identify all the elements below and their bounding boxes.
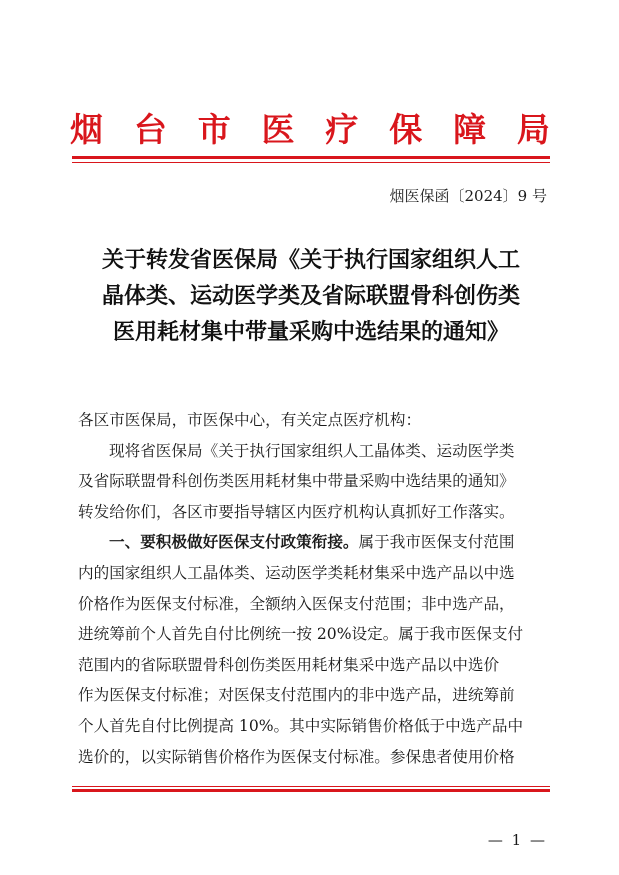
title-line: 晶体类、运动医学类及省际联盟骨科创伤类 — [101, 283, 520, 309]
paragraph-line: 作为医保支付标准；对医保支付范围内的非中选产品，进统筹前 — [78, 686, 515, 705]
header-char: 医 — [261, 110, 295, 149]
title-line: 关于转发省医保局《关于执行国家组织人工 — [101, 247, 520, 273]
footer-divider-thick — [72, 789, 550, 792]
paragraph-payment-policy — [78, 527, 552, 772]
header-divider-thin — [72, 162, 550, 163]
header-char: 烟 — [70, 110, 103, 149]
paragraph-line: 选价的，以实际销售价格作为医保支付标准。参保患者使用价格 — [78, 747, 515, 766]
paragraph-line: 价格作为医保支付标准，全额纳入医保支付范围；非中选产品， — [78, 594, 515, 613]
page-number: — 1 — — [487, 831, 547, 849]
document-title — [72, 242, 550, 350]
paragraph-line: 内的国家组织人工晶体类、运动医学类耗材集采中选产品以中选 — [78, 563, 515, 582]
paragraph-line — [78, 527, 552, 558]
footer-divider-thin — [72, 786, 550, 787]
header-divider-thick — [72, 156, 550, 159]
paragraph-line: 个人首先自付比例提高 10%。其中实际销售价格低于中选产品中 — [78, 716, 524, 735]
paragraph-line: 及省际联盟骨科创伤类医用耗材集中带量采购中选结果的通知》 — [78, 472, 515, 491]
header-char: 障 — [453, 110, 487, 149]
paragraph-line: 范围内的省际联盟骨科创伤类医用耗材集采中选产品以中选价 — [78, 655, 500, 674]
paragraph-text: 属于我市医保支付范围 — [358, 533, 515, 552]
document-number: 烟医保函〔2024〕9 号 — [389, 187, 547, 205]
paragraph-line: 转发给你们，各区市要指导辖区内医疗机构认真抓好工作落实。 — [78, 502, 515, 521]
header-char: 台 — [133, 110, 167, 149]
paragraph-forwarding — [78, 436, 552, 528]
salutation: 各区市医保局，市医保中心，有关定点医疗机构： — [78, 411, 422, 429]
header-char: 市 — [197, 110, 231, 149]
issuing-authority-header — [70, 108, 550, 152]
section-heading: 一、要积极做好医保支付政策衔接。 — [109, 532, 359, 552]
paragraph-line: 现将省医保局《关于执行国家组织人工晶体类、运动医学类 — [109, 441, 515, 460]
document-body — [78, 405, 552, 772]
paragraph-line: 进统筹前个人首先自付比例统一按 20%设定。属于我市医保支付 — [78, 625, 524, 644]
header-char: 保 — [389, 110, 423, 149]
title-line: 医用耗材集中带量采购中选结果的通知》 — [112, 319, 509, 345]
header-char: 疗 — [325, 110, 359, 149]
header-char: 局 — [516, 110, 550, 149]
